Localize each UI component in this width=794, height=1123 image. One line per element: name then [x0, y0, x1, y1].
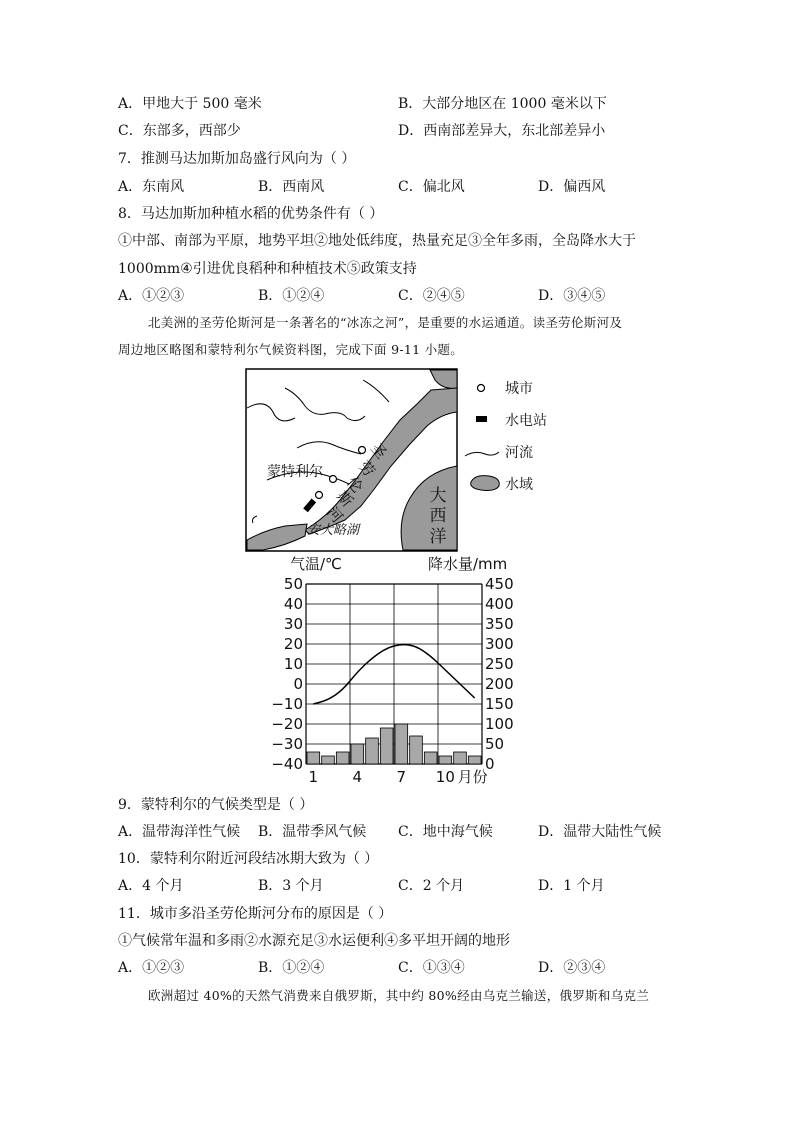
montreal-label: 蒙特利尔	[267, 464, 323, 480]
y-tick-label-right: 100	[485, 715, 514, 733]
y-tick-label-left: 50	[283, 575, 303, 593]
ocean-label-char: 大	[429, 486, 447, 506]
legend-river-icon	[465, 452, 499, 456]
q11-option-b: B．①②④	[258, 960, 325, 976]
y-tick-label-left: 10	[283, 655, 303, 673]
legend-hydro-icon	[476, 416, 487, 422]
passage-stlawrence-line2: 周边地区略图和蒙特利尔气候资料图，完成下面 9-11 小题。	[118, 342, 464, 357]
q6-option-d: D．西南部差异大，东北部差异小	[398, 123, 606, 139]
stlawrence-map	[245, 368, 545, 553]
y-tick-label-right: 200	[485, 675, 514, 693]
q8-option-c: C．②④⑤	[398, 288, 465, 304]
passage-stlawrence-line1: 北美洲的圣劳伦斯河是一条著名的“冰冻之河”，是重要的水运通道。读圣劳伦斯河及	[148, 315, 623, 330]
precipitation-bar	[351, 744, 364, 764]
precipitation-bar	[307, 752, 320, 764]
q6-option-b: B．大部分地区在 1000 毫米以下	[398, 96, 607, 112]
lake-ontario-label: 安大略湖	[307, 523, 360, 538]
q7-option-d: D．偏西风	[538, 179, 606, 195]
left-axis-title: 气温/℃	[290, 555, 342, 573]
ocean-label-char: 洋	[429, 527, 447, 547]
legend-hydro-label: 水电站	[505, 413, 547, 429]
q7-stem: 7．推测马达加斯加岛盛行风向为（ ）	[118, 151, 356, 167]
precipitation-bar	[468, 756, 481, 764]
y-tick-label-right: 250	[485, 655, 514, 673]
q6-option-c: C．东部多，西部少	[118, 123, 241, 139]
y-tick-label-right: 450	[485, 575, 514, 593]
q9-option-d: D．温带大陆性气候	[538, 824, 662, 840]
precipitation-bar	[366, 738, 379, 764]
x-tick-label: 4	[352, 768, 363, 786]
y-tick-label-left: −40	[271, 755, 303, 773]
y-tick-label-right: 50	[485, 735, 505, 753]
q8-option-a: A．①②③	[118, 288, 185, 304]
precipitation-bar	[424, 752, 437, 764]
legend-river-label: 河流	[505, 445, 533, 461]
precipitation-bar	[410, 736, 423, 764]
legend-water-icon	[471, 476, 500, 491]
precipitation-bar	[336, 752, 349, 764]
legend-water-label: 水域	[505, 477, 533, 493]
q9-stem: 9．蒙特利尔的气候类型是（ ）	[118, 797, 314, 813]
q10-option-c: C．2 个月	[398, 878, 465, 894]
q9-option-a: A．温带海洋性气候	[118, 824, 241, 840]
q11-option-a: A．①②③	[118, 960, 185, 976]
q7-option-a: A．东南风	[118, 179, 185, 195]
x-tick-label: 1	[308, 768, 319, 786]
montreal-climate-chart	[260, 552, 514, 790]
q7-option-b: B．西南风	[258, 179, 325, 195]
river-name-char: 河	[323, 503, 347, 527]
q11-statements: ①气候常年温和多雨②水源充足③水运便利④多平坦开阔的地形	[118, 933, 510, 949]
x-tick-label: 7	[396, 768, 407, 786]
q9-option-c: C．地中海气候	[398, 824, 493, 840]
passage-gas-line1: 欧洲超过 40%的天然气消费来自俄罗斯，其中约 80%经由乌克兰输送，俄罗斯和乌克兰	[148, 988, 650, 1003]
y-tick-label-right: 400	[485, 595, 514, 613]
q8-statements-line2: 1000mm④引进优良稻种和种植技术⑤政策支持	[118, 261, 417, 277]
precipitation-bar	[395, 724, 408, 764]
precipitation-bar	[454, 752, 467, 764]
map-legend	[465, 381, 547, 493]
y-tick-label-left: −20	[271, 715, 303, 733]
precipitation-bar	[380, 728, 393, 764]
y-tick-label-left: 30	[283, 615, 303, 633]
x-tick-label: 10	[435, 768, 455, 786]
y-tick-label-left: 0	[293, 675, 303, 693]
q8-option-b: B．①②④	[258, 288, 325, 304]
y-tick-label-left: 20	[283, 635, 303, 653]
q8-stem: 8．马达加斯加种植水稻的优势条件有（ ）	[118, 206, 384, 222]
river-name-char: 圣	[367, 439, 391, 463]
y-tick-label-right: 350	[485, 615, 514, 633]
ocean-label-char: 西	[429, 506, 447, 526]
q10-option-d: D．1 个月	[538, 878, 605, 894]
q11-option-d: D．②③④	[538, 960, 606, 976]
x-axis-unit: 月份	[457, 768, 488, 786]
right-axis-title: 降水量/mm	[428, 555, 508, 573]
river-name-char: 斯	[333, 487, 357, 511]
y-tick-label-right: 0	[485, 755, 495, 773]
y-tick-label-right: 150	[485, 695, 514, 713]
city-marker	[330, 476, 337, 483]
q10-option-a: A．4 个月	[118, 878, 184, 894]
q9-option-b: B．温带季风气候	[258, 824, 367, 840]
q11-stem: 11．城市多沿圣劳伦斯河分布的原因是（ ）	[118, 906, 393, 922]
y-tick-label-left: 40	[283, 595, 303, 613]
q8-option-d: D．③④⑤	[538, 288, 606, 304]
river-name-char: 劳	[355, 457, 379, 481]
q7-option-c: C．偏北风	[398, 179, 465, 195]
q11-option-c: C．①③④	[398, 960, 465, 976]
legend-city-label: 城市	[505, 381, 533, 397]
y-tick-label-left: −10	[271, 695, 303, 713]
precipitation-bar	[439, 756, 452, 764]
q10-option-b: B．3 个月	[258, 878, 324, 894]
y-tick-label-left: −30	[271, 735, 303, 753]
city-marker	[316, 492, 323, 499]
q8-statements-line1: ①中部、南部为平原，地势平坦②地处低纬度，热量充足③全年多雨，全岛降水大于	[118, 233, 636, 249]
q10-stem: 10．蒙特利尔附近河段结冰期大致为（ ）	[118, 851, 379, 867]
legend-city-icon	[478, 385, 485, 392]
city-marker	[359, 447, 366, 454]
precipitation-bar	[322, 756, 335, 764]
river-name-char: 伦	[343, 473, 367, 497]
q6-option-a: A．甲地大于 500 毫米	[118, 96, 262, 112]
y-tick-label-right: 300	[485, 635, 514, 653]
